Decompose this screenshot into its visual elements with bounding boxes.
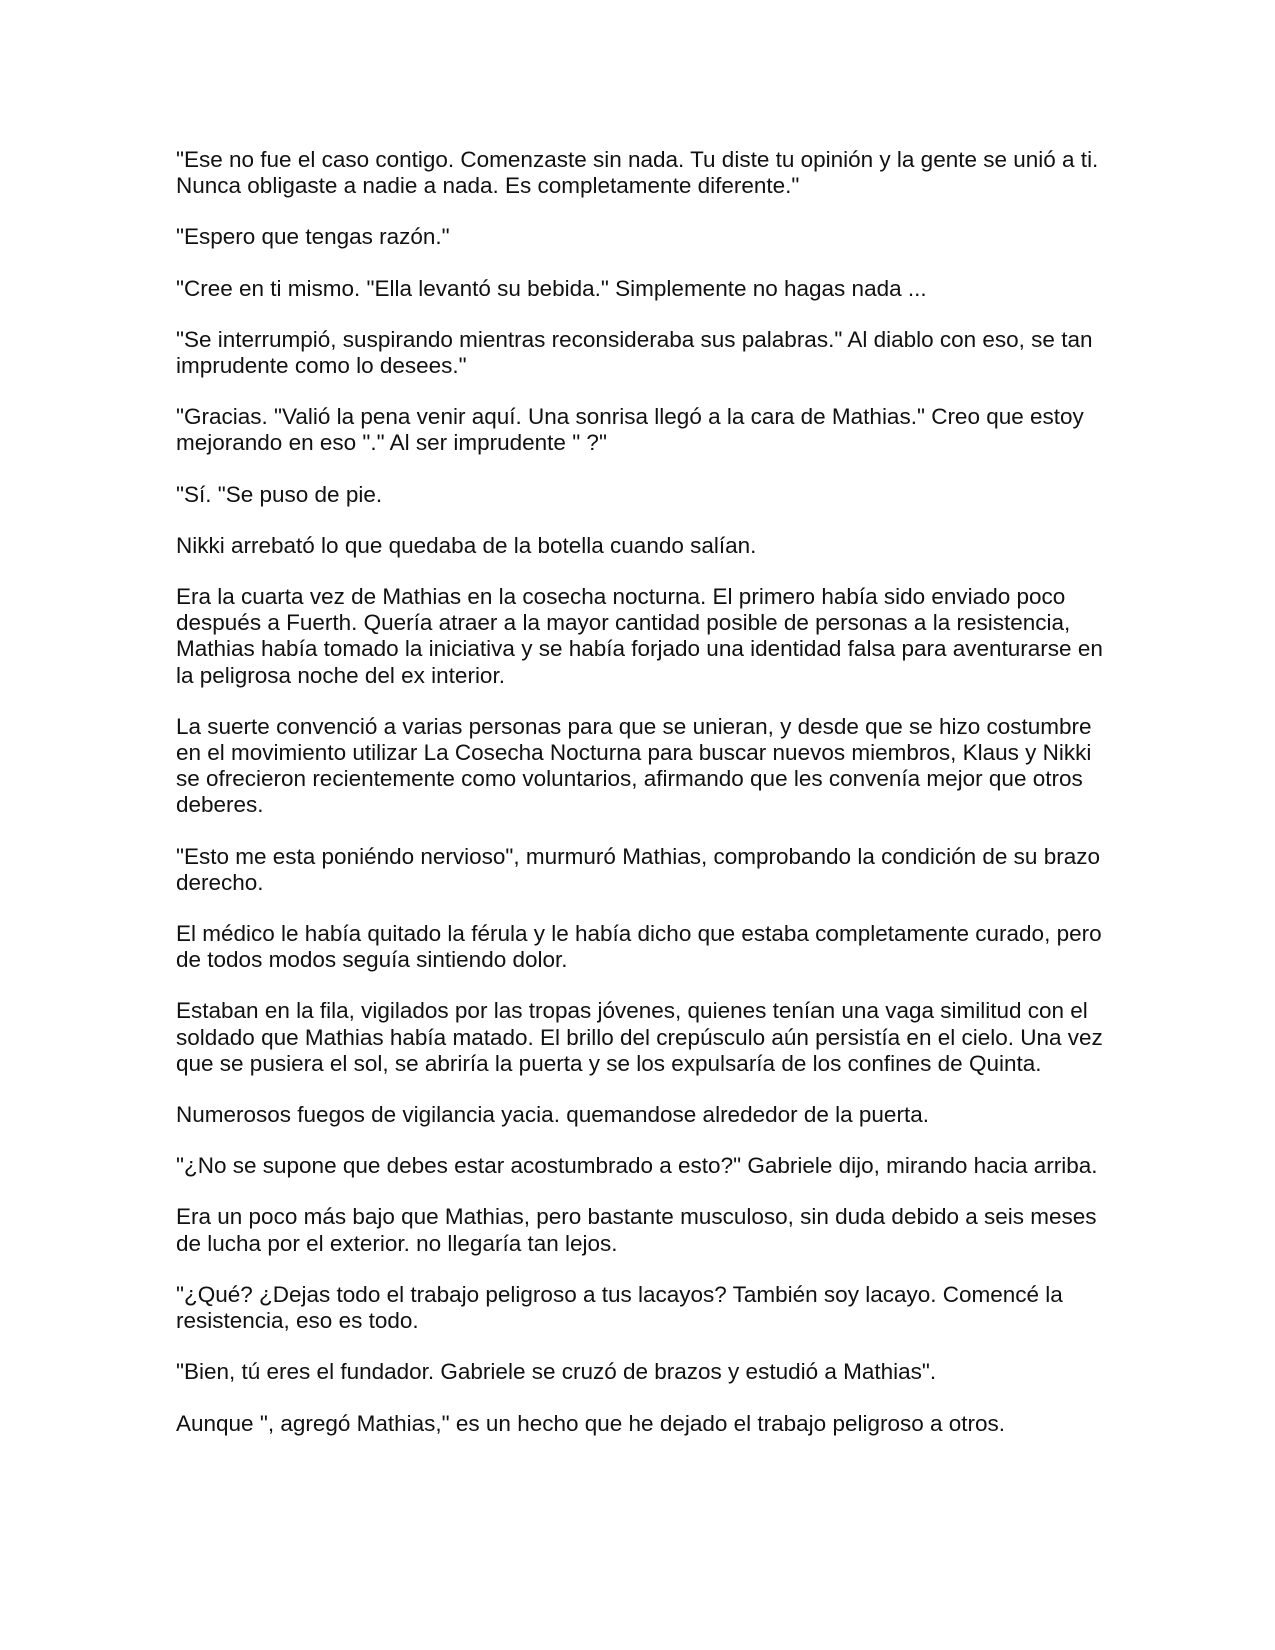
paragraph: "¿No se supone que debes estar acostumbrado a esto?" Gabriele dijo, mirando hacia arriba. — [176, 1153, 1098, 1179]
paragraph: Era la cuarta vez de Mathias en la cosecha nocturna. El primero había sido enviado poco después a Fuerth. Quería atraer a la mayor cantidad posible de personas a la resistencia, Mathias había tomado la iniciativa y se había forjado una identidad falsa para aventurarse en la peligrosa noche del ex interior. — [176, 584, 1103, 688]
paragraph: Aunque ", agregó Mathias," es un hecho que he dejado el trabajo peligroso a otros. — [176, 1410, 1006, 1436]
paragraph: "Esto me esta poniéndo nervioso", murmuró Mathias, comprobando la condición de su brazo derecho. — [176, 843, 1100, 895]
paragraph: El médico le había quitado la férula y le había dicho que estaba completamente curado, pero de todos modos seguía sintiendo dolor. — [176, 921, 1102, 973]
paragraph: "Ese no fue el caso contigo. Comenzaste sin nada. Tu diste tu opinión y la gente se unió a ti. Nunca obligaste a nadie a nada. Es completamente diferente." — [176, 147, 1099, 199]
paragraph: La suerte convenció a varias personas para que se unieran, y desde que se hizo costumbre en el movimiento utilizar La Cosecha Nocturna para buscar nuevos miembros, Klaus y Nikki se ofrecieron recientemente como voluntarios, afirmando que les convenía mejor que otros deberes. — [176, 713, 1092, 818]
paragraph: "Espero que tengas razón." — [176, 224, 450, 250]
paragraph: "Gracias. "Valió la pena venir aquí. Una sonrisa llegó a la cara de Mathias." Creo que estoy mejorando en eso "." Al ser imprudente " ?" — [176, 404, 1084, 456]
paragraph: "Cree en ti mismo. "Ella levantó su bebida." Simplemente no hagas nada ... — [176, 275, 927, 301]
paragraph: "Bien, tú eres el fundador. Gabriele se cruzó de brazos y estudió a Mathias". — [176, 1359, 937, 1385]
paragraph: Numerosos fuegos de vigilancia yacia. quemandose alrededor de la puerta. — [176, 1102, 929, 1128]
document-body — [176, 147, 1106, 1462]
paragraph: "¿Qué? ¿Dejas todo el trabajo peligroso a tus lacayos? También soy lacayo. Comencé la resistencia, eso es todo. — [176, 1281, 1063, 1334]
paragraph: "Se interrumpió, suspirando mientras reconsideraba sus palabras." Al diablo con eso, se tan imprudente como lo desees." — [176, 326, 1093, 379]
paragraph: Era un poco más bajo que Mathias, pero bastante musculoso, sin duda debido a seis meses de lucha por el exterior. no llegaría tan lejos. — [176, 1204, 1097, 1256]
paragraph: Nikki arrebató lo que quedaba de la botella cuando salían. — [176, 532, 757, 558]
paragraph: Estaban en la fila, vigilados por las tropas jóvenes, quienes tenían una vaga similitud con el soldado que Mathias había matado. El brillo del crepúsculo aún persistía en el cielo. Una vez que se pusiera el sol, se abriría la puerta y se los expulsaría de los confines de Quinta. — [176, 998, 1103, 1076]
paragraph: "Sí. "Se puso de pie. — [176, 481, 383, 507]
